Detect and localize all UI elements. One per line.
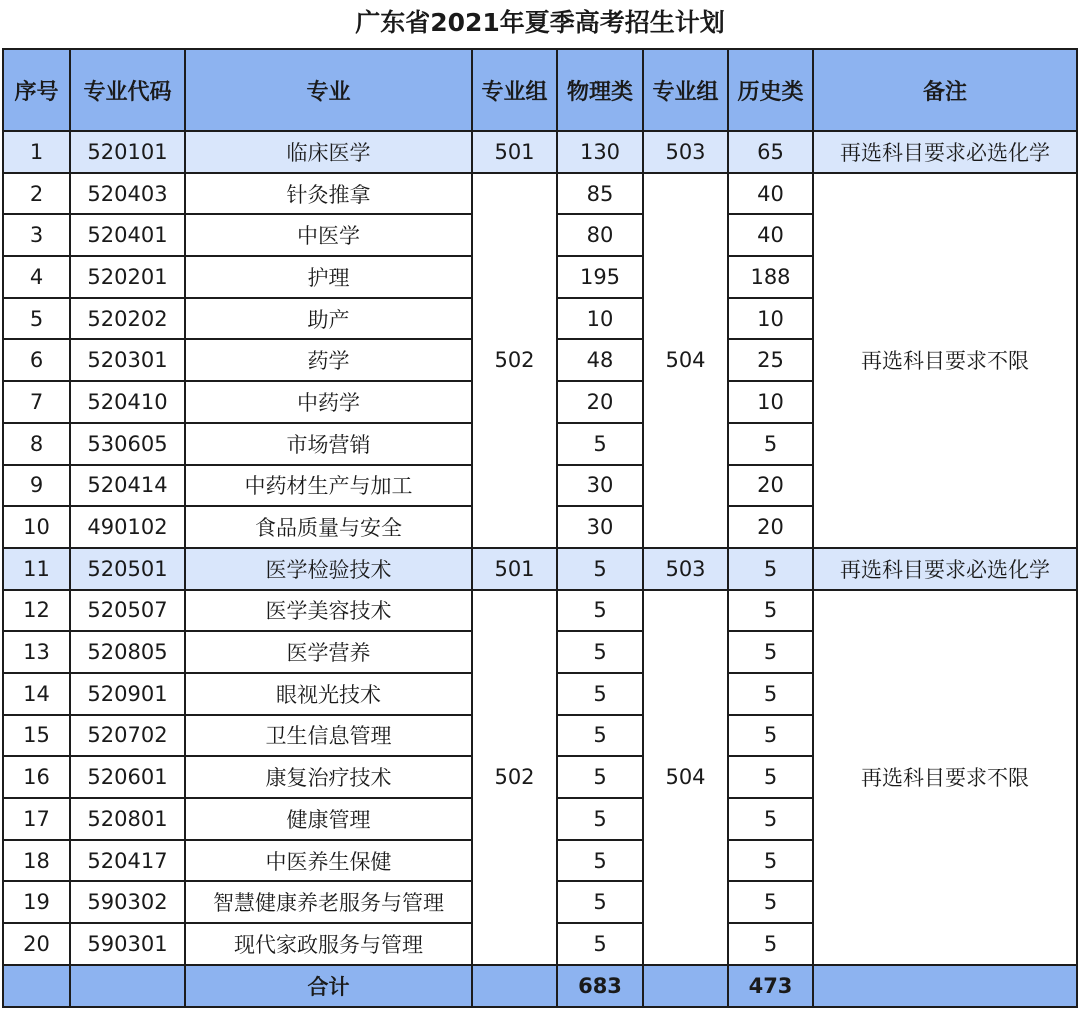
row-no: 2 [3,173,70,215]
row-phys: 5 [557,673,643,715]
row-phys: 5 [557,423,643,465]
row-major: 药学 [185,339,472,381]
row-major: 健康管理 [185,798,472,840]
row-phys: 48 [557,339,643,381]
header-cell: 序号 [3,49,70,131]
row-code: 520401 [70,214,185,256]
phys-group: 502 [472,173,557,548]
row-major: 针灸推拿 [185,173,472,215]
table-row [3,590,1077,632]
row-code: 590302 [70,881,185,923]
row-hist: 5 [728,590,813,632]
row-major: 医学营养 [185,631,472,673]
total-hist: 473 [728,965,813,1007]
row-hist: 20 [728,465,813,507]
row-code: 520501 [70,548,185,590]
header-cell: 备注 [813,49,1077,131]
row-code: 520507 [70,590,185,632]
row-code: 520202 [70,298,185,340]
row-no: 14 [3,673,70,715]
row-code: 490102 [70,506,185,548]
row-no: 20 [3,923,70,965]
row-no: 17 [3,798,70,840]
row-phys: 5 [557,840,643,882]
row-no: 10 [3,506,70,548]
row-code: 520410 [70,381,185,423]
row-code: 520801 [70,798,185,840]
row-no: 9 [3,465,70,507]
row-hist: 40 [728,214,813,256]
row-major: 中医养生保健 [185,840,472,882]
row-no: 1 [3,131,70,173]
header-cell: 物理类 [557,49,643,131]
total-empty-cell [813,965,1077,1007]
table-row [3,131,1077,173]
row-major: 中药材生产与加工 [185,465,472,507]
row-phys: 5 [557,548,643,590]
row-hist: 5 [728,548,813,590]
phys-group: 501 [472,131,557,173]
phys-group: 502 [472,590,557,965]
row-hist: 40 [728,173,813,215]
table-row [3,173,1077,215]
total-empty-cell [70,965,185,1007]
row-phys: 5 [557,881,643,923]
row-major: 医学检验技术 [185,548,472,590]
row-major: 市场营销 [185,423,472,465]
phys-group: 501 [472,548,557,590]
row-no: 8 [3,423,70,465]
total-row [3,965,1077,1007]
hist-group: 503 [643,548,728,590]
row-hist: 5 [728,673,813,715]
row-hist: 5 [728,881,813,923]
row-major: 卫生信息管理 [185,715,472,757]
table-row [3,548,1077,590]
header-cell: 专业组 [472,49,557,131]
row-hist: 5 [728,756,813,798]
row-phys: 5 [557,715,643,757]
row-hist: 20 [728,506,813,548]
row-no: 3 [3,214,70,256]
row-hist: 5 [728,840,813,882]
header-cell: 历史类 [728,49,813,131]
row-hist: 5 [728,798,813,840]
row-no: 7 [3,381,70,423]
row-code: 520201 [70,256,185,298]
row-phys: 195 [557,256,643,298]
row-code: 520702 [70,715,185,757]
row-hist: 10 [728,298,813,340]
row-code: 520805 [70,631,185,673]
row-code: 590301 [70,923,185,965]
row-major: 医学美容技术 [185,590,472,632]
row-major: 康复治疗技术 [185,756,472,798]
header-row [3,49,1077,131]
row-code: 520414 [70,465,185,507]
row-major: 眼视光技术 [185,673,472,715]
row-major: 助产 [185,298,472,340]
row-major: 护理 [185,256,472,298]
header-cell: 专业组 [643,49,728,131]
row-phys: 30 [557,465,643,507]
header-cell: 专业代码 [70,49,185,131]
row-no: 16 [3,756,70,798]
row-phys: 5 [557,756,643,798]
row-hist: 188 [728,256,813,298]
row-major: 现代家政服务与管理 [185,923,472,965]
row-code: 520101 [70,131,185,173]
row-major: 中医学 [185,214,472,256]
row-hist: 65 [728,131,813,173]
row-no: 13 [3,631,70,673]
row-no: 15 [3,715,70,757]
row-code: 520301 [70,339,185,381]
row-phys: 85 [557,173,643,215]
row-no: 11 [3,548,70,590]
row-phys: 80 [557,214,643,256]
row-note: 再选科目要求不限 [813,173,1077,548]
total-label: 合计 [185,965,472,1007]
row-major: 食品质量与安全 [185,506,472,548]
row-phys: 5 [557,590,643,632]
row-hist: 5 [728,423,813,465]
row-hist: 5 [728,631,813,673]
row-no: 4 [3,256,70,298]
row-hist: 25 [728,339,813,381]
row-major: 智慧健康养老服务与管理 [185,881,472,923]
row-phys: 5 [557,923,643,965]
row-no: 12 [3,590,70,632]
page-title: 广东省2021年夏季高考招生计划 [355,8,725,37]
total-empty-cell [643,965,728,1007]
row-note: 再选科目要求必选化学 [813,548,1077,590]
row-hist: 5 [728,923,813,965]
row-phys: 5 [557,798,643,840]
row-code: 520403 [70,173,185,215]
hist-group: 504 [643,590,728,965]
total-empty-cell [3,965,70,1007]
row-code: 520417 [70,840,185,882]
row-no: 5 [3,298,70,340]
row-no: 6 [3,339,70,381]
row-phys: 130 [557,131,643,173]
row-note: 再选科目要求不限 [813,590,1077,965]
row-hist: 10 [728,381,813,423]
row-note: 再选科目要求必选化学 [813,131,1077,173]
row-hist: 5 [728,715,813,757]
row-major: 临床医学 [185,131,472,173]
row-code: 520601 [70,756,185,798]
row-phys: 30 [557,506,643,548]
hist-group: 503 [643,131,728,173]
total-phys: 683 [557,965,643,1007]
total-empty-cell [472,965,557,1007]
row-phys: 20 [557,381,643,423]
row-code: 530605 [70,423,185,465]
hist-group: 504 [643,173,728,548]
header-cell: 专业 [185,49,472,131]
row-phys: 10 [557,298,643,340]
row-phys: 5 [557,631,643,673]
row-major: 中药学 [185,381,472,423]
row-no: 18 [3,840,70,882]
enrollment-table [2,48,1078,1008]
row-code: 520901 [70,673,185,715]
row-no: 19 [3,881,70,923]
